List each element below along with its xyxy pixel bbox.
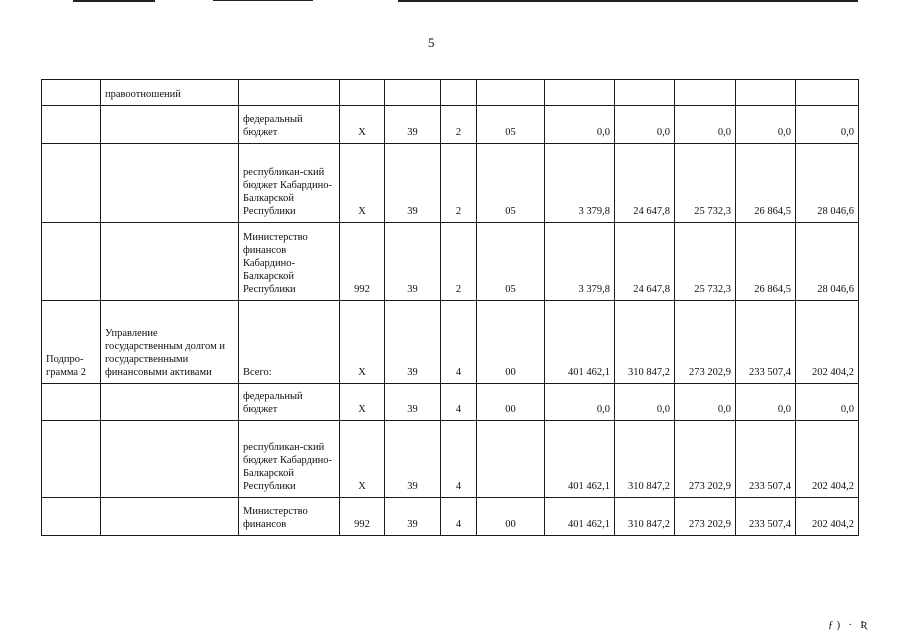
year3-cell: 25 732,3 [675,223,736,301]
rz-cell: 39 [385,384,441,421]
funding-source-cell [239,80,340,106]
year5-cell: 202 404,2 [796,498,859,536]
year5-cell: 0,0 [796,106,859,144]
year2-cell: 310 847,2 [615,421,675,498]
funding-source-cell: федеральный бюджет [239,106,340,144]
funding-source-cell: Министерство финансов Кабардино-Балкарской Республики [239,223,340,301]
cs-cell [477,421,545,498]
year4-cell: 26 864,5 [736,223,796,301]
year3-cell: 273 202,9 [675,421,736,498]
grbs-cell: Х [340,421,385,498]
rz-cell [385,80,441,106]
rz-cell: 39 [385,223,441,301]
pr-cell: 4 [441,498,477,536]
grbs-cell: Х [340,384,385,421]
grbs-cell: Х [340,144,385,223]
grbs-cell [340,80,385,106]
grbs-cell: 992 [340,223,385,301]
funding-source-cell: республикан-ский бюджет Кабардино-Балкарской Республики [239,144,340,223]
name-cell [101,106,239,144]
grbs-cell: Х [340,106,385,144]
rz-cell: 39 [385,106,441,144]
year1-cell: 401 462,1 [545,421,615,498]
year3-cell: 0,0 [675,106,736,144]
table-row [42,144,859,223]
year5-cell: 202 404,2 [796,301,859,384]
cs-cell: 00 [477,301,545,384]
year1-cell: 401 462,1 [545,498,615,536]
program-cell [42,384,101,421]
year1-cell: 401 462,1 [545,301,615,384]
table-row [42,106,859,144]
year4-cell: 0,0 [736,384,796,421]
funding-source-cell: Министерство финансов [239,498,340,536]
name-cell [101,498,239,536]
pr-cell: 4 [441,421,477,498]
year5-cell: 0,0 [796,384,859,421]
year2-cell: 0,0 [615,384,675,421]
cs-cell: 05 [477,144,545,223]
table-row [42,80,859,106]
year5-cell: 28 046,6 [796,144,859,223]
year1-cell: 3 379,8 [545,223,615,301]
year3-cell [675,80,736,106]
program-cell [42,80,101,106]
program-cell: Подпро-грамма 2 [42,301,101,384]
year5-cell: 202 404,2 [796,421,859,498]
year4-cell: 26 864,5 [736,144,796,223]
pr-cell: 2 [441,106,477,144]
rz-cell: 39 [385,144,441,223]
pr-cell: 2 [441,144,477,223]
top-rule-middle [213,0,313,1]
table-row [42,223,859,301]
year3-cell: 0,0 [675,384,736,421]
top-rule-right [398,0,858,2]
pr-cell: 4 [441,384,477,421]
funding-source-cell: республикан-ский бюджет Кабардино-Балкарской Республики [239,421,340,498]
pr-cell: 4 [441,301,477,384]
year4-cell: 233 507,4 [736,498,796,536]
name-cell [101,223,239,301]
year1-cell [545,80,615,106]
program-cell [42,223,101,301]
grbs-cell: Х [340,301,385,384]
year4-cell: 0,0 [736,106,796,144]
pr-cell: 2 [441,223,477,301]
year2-cell: 24 647,8 [615,144,675,223]
budget-table [41,79,859,536]
table-row [42,384,859,421]
name-cell [101,144,239,223]
program-cell [42,144,101,223]
rz-cell: 39 [385,498,441,536]
page-number: 5 [428,35,435,50]
top-rule-left [73,0,155,2]
name-cell: Управление государственным долгом и государственными финансовыми активами [101,301,239,384]
rz-cell: 39 [385,421,441,498]
corner-mark: ƒ) ∙ Ʀ [828,619,870,631]
cs-cell [477,80,545,106]
year2-cell: 24 647,8 [615,223,675,301]
year2-cell [615,80,675,106]
rz-cell: 39 [385,301,441,384]
program-cell [42,498,101,536]
year4-cell [736,80,796,106]
year2-cell: 310 847,2 [615,301,675,384]
year1-cell: 0,0 [545,106,615,144]
year4-cell: 233 507,4 [736,421,796,498]
funding-source-cell: федеральный бюджет [239,384,340,421]
cs-cell: 00 [477,498,545,536]
year5-cell: 28 046,6 [796,223,859,301]
year3-cell: 273 202,9 [675,498,736,536]
year1-cell: 0,0 [545,384,615,421]
table-row [42,498,859,536]
cs-cell: 05 [477,106,545,144]
year5-cell [796,80,859,106]
year2-cell: 310 847,2 [615,498,675,536]
year2-cell: 0,0 [615,106,675,144]
cs-cell: 05 [477,223,545,301]
table-row [42,421,859,498]
pr-cell [441,80,477,106]
funding-source-cell: Всего: [239,301,340,384]
table-body [42,80,859,536]
program-cell [42,106,101,144]
cs-cell: 00 [477,384,545,421]
name-cell [101,384,239,421]
grbs-cell: 992 [340,498,385,536]
name-cell: правоотношений [101,80,239,106]
table-row [42,301,859,384]
year3-cell: 25 732,3 [675,144,736,223]
name-cell [101,421,239,498]
year3-cell: 273 202,9 [675,301,736,384]
year4-cell: 233 507,4 [736,301,796,384]
program-cell [42,421,101,498]
year1-cell: 3 379,8 [545,144,615,223]
